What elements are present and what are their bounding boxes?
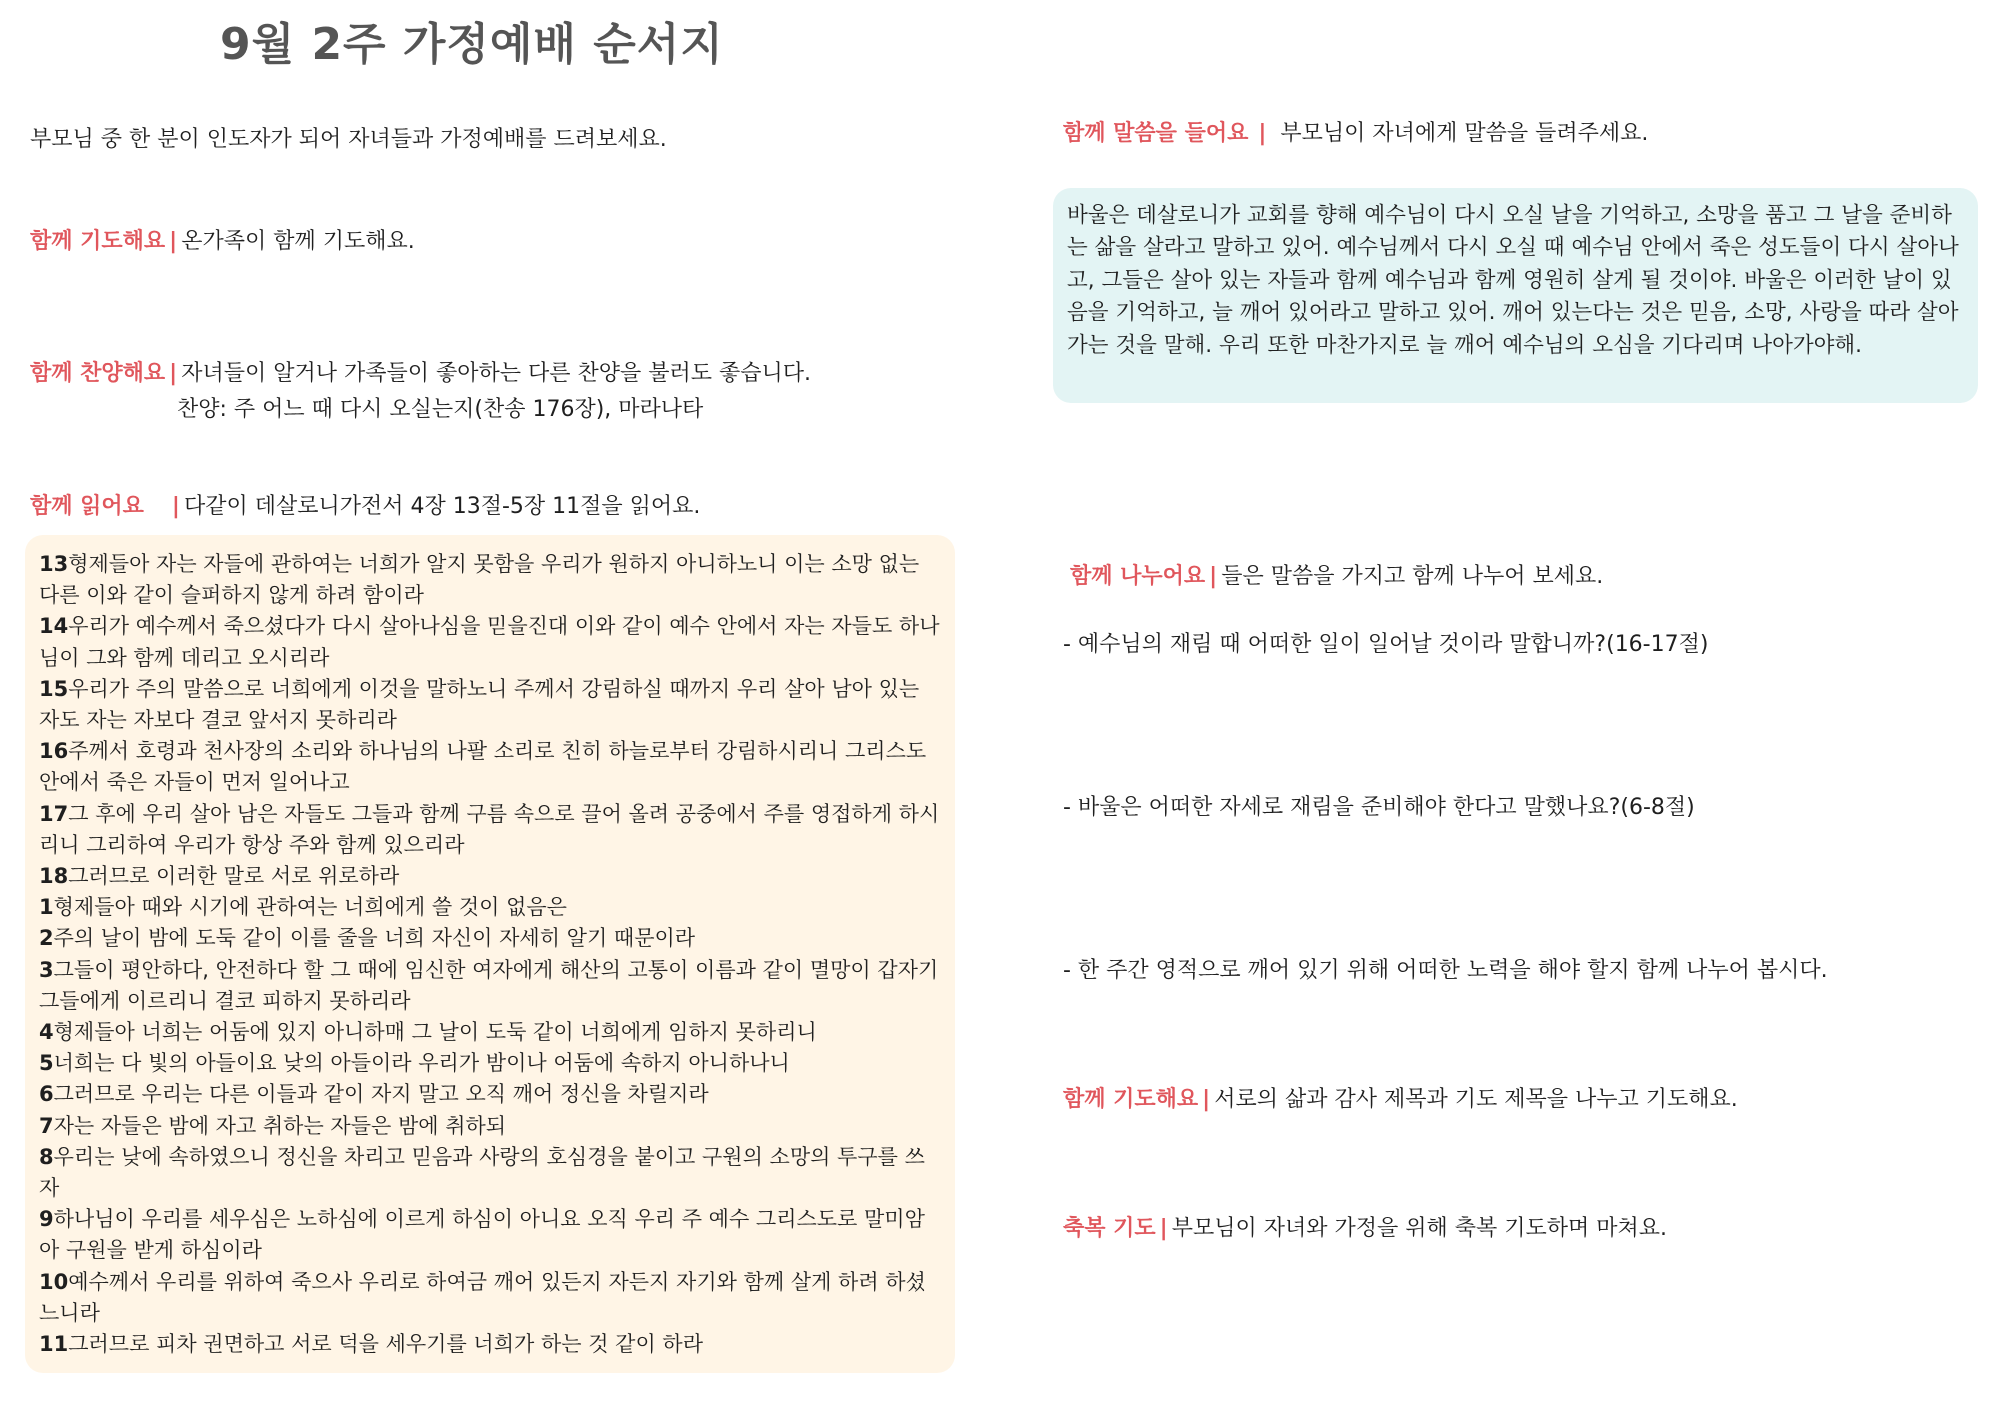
intro-text: 부모님 중 한 분이 인도자가 되어 자녀들과 가정예배를 드려보세요. bbox=[30, 127, 667, 152]
separator: | bbox=[1258, 121, 1267, 146]
share-question-1: - 예수님의 재림 때 어떠한 일이 일어날 것이라 말합니까?(16-17절) bbox=[1063, 632, 1709, 657]
scripture-verse bbox=[39, 861, 945, 892]
verse-text: 그들이 평안하다, 안전하다 할 그 때에 임신한 여자에게 해산의 고통이 이름과 같이 멸망이 갑자기 그들에게 이르리니 결코 피하지 못하리라 bbox=[39, 957, 939, 1013]
share-label: 함께 나누어요 bbox=[1070, 564, 1206, 589]
blessing-section bbox=[1063, 1213, 1667, 1245]
reading-text: 다같이 데살로니가전서 4장 13절-5장 11절을 읽어요. bbox=[183, 494, 701, 519]
verse-number: 11 bbox=[39, 1332, 69, 1357]
closing-prayer-section bbox=[1063, 1084, 1738, 1116]
separator: | bbox=[171, 494, 180, 519]
scripture-box bbox=[25, 535, 955, 1373]
verse-number: 6 bbox=[39, 1082, 54, 1107]
praise-section bbox=[30, 358, 811, 390]
verse-number: 5 bbox=[39, 1051, 54, 1076]
scripture-verse bbox=[39, 1204, 945, 1266]
verse-number: 10 bbox=[39, 1269, 69, 1294]
verse-number: 18 bbox=[39, 864, 69, 889]
verse-number: 1 bbox=[39, 895, 54, 920]
sermon-box bbox=[1053, 188, 1978, 403]
verse-number: 17 bbox=[39, 801, 69, 826]
verse-text: 우리가 예수께서 죽으셨다가 다시 살아나심을 믿을진대 이와 같이 예수 안에서 자는 자들도 하나님이 그와 함께 데리고 오시리라 bbox=[39, 614, 940, 670]
scripture-verse bbox=[39, 1267, 945, 1329]
verse-number: 14 bbox=[39, 614, 69, 639]
verse-number: 3 bbox=[39, 957, 54, 982]
scripture-verse bbox=[39, 1017, 945, 1048]
scripture-verse bbox=[39, 549, 945, 611]
verse-number: 9 bbox=[39, 1207, 54, 1232]
page-title: 9월 2주 가정예배 순서지 bbox=[220, 19, 724, 70]
verse-text: 그러므로 우리는 다른 이들과 같이 자지 말고 오직 깨어 정신을 차릴지라 bbox=[53, 1082, 709, 1107]
verse-text: 주의 날이 밤에 도둑 같이 이를 줄을 너희 자신이 자세히 알기 때문이라 bbox=[53, 926, 696, 951]
praise-label: 함께 찬양해요 bbox=[30, 361, 166, 386]
scripture-verse bbox=[39, 955, 945, 1017]
reading-section bbox=[30, 491, 700, 523]
listen-text: 부모님이 자녀에게 말씀을 들려주세요. bbox=[1280, 121, 1649, 146]
verse-text: 형제들아 너희는 어둠에 있지 아니하매 그 날이 도둑 같이 너희에게 임하지 못하리니 bbox=[53, 1020, 817, 1045]
sermon-text: 바울은 데살로니가 교회를 향해 예수님이 다시 오실 날을 기억하고, 소망을 품고 그 날을 준비하는 삶을 살라고 말하고 있어. 예수님께서 다시 오실 때 예수님 안에서 죽은 성도들이 다시 살아나고, 그들은 살아 있는 자들과 함께 예수님과 함께 영원히 살게 될 것이야. 바울은 이러한 날이 있음을 기억하고, 늘 깨어 있어라고 말하고 있어. 깨어 있는다는 것은 믿음, 소망, 사랑을 따라 살아가는 것을 말해. 우리 또한 마찬가지로 늘 깨어 예수님의 오심을 기다리며 나아가야해. bbox=[1067, 203, 1959, 358]
separator: | bbox=[1209, 564, 1218, 589]
verse-text: 주께서 호령과 천사장의 소리와 하나님의 나팔 소리로 친히 하늘로부터 강림하시리니 그리스도 안에서 죽은 자들이 먼저 일어나고 bbox=[39, 739, 927, 795]
share-question-2: - 바울은 어떠한 자세로 재림을 준비해야 한다고 말했나요?(6-8절) bbox=[1063, 795, 1695, 820]
verse-number: 8 bbox=[39, 1144, 54, 1169]
separator: | bbox=[169, 229, 178, 254]
scripture-verse bbox=[39, 736, 945, 798]
scripture-verse bbox=[39, 1329, 945, 1360]
reading-label: 함께 읽어요 bbox=[30, 494, 144, 519]
scripture-verse bbox=[39, 1079, 945, 1110]
separator: | bbox=[1159, 1216, 1168, 1241]
listen-section bbox=[1063, 118, 1648, 150]
closing-prayer-label: 함께 기도해요 bbox=[1063, 1087, 1199, 1112]
scripture-verse bbox=[39, 1111, 945, 1142]
praise-songs: 찬양: 주 어느 때 다시 오실는지(찬송 176장), 마라나타 bbox=[177, 397, 704, 422]
scripture-verse bbox=[39, 799, 945, 861]
scripture-verse bbox=[39, 1048, 945, 1079]
separator: | bbox=[169, 361, 178, 386]
verse-number: 13 bbox=[39, 552, 69, 576]
prayer-label: 함께 기도해요 bbox=[30, 229, 166, 254]
share-text: 들은 말씀을 가지고 함께 나누어 보세요. bbox=[1221, 564, 1604, 589]
share-question-3: - 한 주간 영적으로 깨어 있기 위해 어떠한 노력을 해야 할지 함께 나누어 봅시다. bbox=[1063, 958, 1828, 983]
verse-text: 하나님이 우리를 세우심은 노하심에 이르게 하심이 아니요 오직 우리 주 예수 그리스도로 말미암아 구원을 받게 하심이라 bbox=[39, 1207, 925, 1263]
blessing-text: 부모님이 자녀와 가정을 위해 축복 기도하며 마쳐요. bbox=[1171, 1216, 1667, 1241]
verse-number: 7 bbox=[39, 1113, 54, 1138]
verse-text: 우리가 주의 말씀으로 너희에게 이것을 말하노니 주께서 강림하실 때까지 우리 살아 남아 있는 자도 자는 자보다 결코 앞서지 못하리라 bbox=[39, 676, 920, 733]
prayer-section bbox=[30, 226, 415, 258]
verse-text: 그러므로 피차 권면하고 서로 덕을 세우기를 너희가 하는 것 같이 하라 bbox=[68, 1332, 703, 1357]
verse-number: 15 bbox=[39, 676, 69, 701]
listen-label: 함께 말씀을 들어요 bbox=[1063, 121, 1249, 146]
verse-text: 형제들아 자는 자들에 관하여는 너희가 알지 못함을 우리가 원하지 아니하노니 이는 소망 없는 다른 이와 같이 슬퍼하지 않게 하려 함이라 bbox=[39, 552, 920, 608]
verse-text: 너희는 다 빛의 아들이요 낮의 아들이라 우리가 밤이나 어둠에 속하지 아니하나니 bbox=[53, 1051, 790, 1076]
scripture-verse bbox=[39, 611, 945, 673]
verse-text: 그 후에 우리 살아 남은 자들도 그들과 함께 구름 속으로 끌어 올려 공중에서 주를 영접하게 하시리니 그리하여 우리가 항상 주와 함께 있으리라 bbox=[39, 801, 940, 857]
scripture-verse bbox=[39, 892, 945, 923]
verse-text: 우리는 낮에 속하였으니 정신을 차리고 믿음과 사랑의 호심경을 붙이고 구원의 소망의 투구를 쓰자 bbox=[39, 1144, 925, 1201]
scripture-verses bbox=[39, 549, 945, 1360]
share-section bbox=[1070, 561, 1603, 593]
verse-number: 4 bbox=[39, 1020, 54, 1045]
praise-text: 자녀들이 알거나 가족들이 좋아하는 다른 찬양을 불러도 좋습니다. bbox=[181, 361, 811, 386]
closing-prayer-text: 서로의 삶과 감사 제목과 기도 제목을 나누고 기도해요. bbox=[1214, 1087, 1738, 1112]
scripture-verse bbox=[39, 923, 945, 954]
verse-text: 형제들아 때와 시기에 관하여는 너희에게 쓸 것이 없음은 bbox=[53, 895, 567, 920]
verse-text: 자는 자들은 밤에 자고 취하는 자들은 밤에 취하되 bbox=[53, 1113, 507, 1138]
verse-number: 2 bbox=[39, 926, 54, 951]
scripture-verse bbox=[39, 674, 945, 736]
blessing-label: 축복 기도 bbox=[1063, 1216, 1156, 1241]
scripture-verse bbox=[39, 1142, 945, 1204]
verse-text: 예수께서 우리를 위하여 죽으사 우리로 하여금 깨어 있든지 자든지 자기와 함께 살게 하려 하셨느니라 bbox=[39, 1269, 926, 1325]
verse-number: 16 bbox=[39, 739, 69, 764]
separator: | bbox=[1202, 1087, 1211, 1112]
verse-text: 그러므로 이러한 말로 서로 위로하라 bbox=[68, 864, 400, 889]
prayer-text: 온가족이 함께 기도해요. bbox=[181, 229, 415, 254]
